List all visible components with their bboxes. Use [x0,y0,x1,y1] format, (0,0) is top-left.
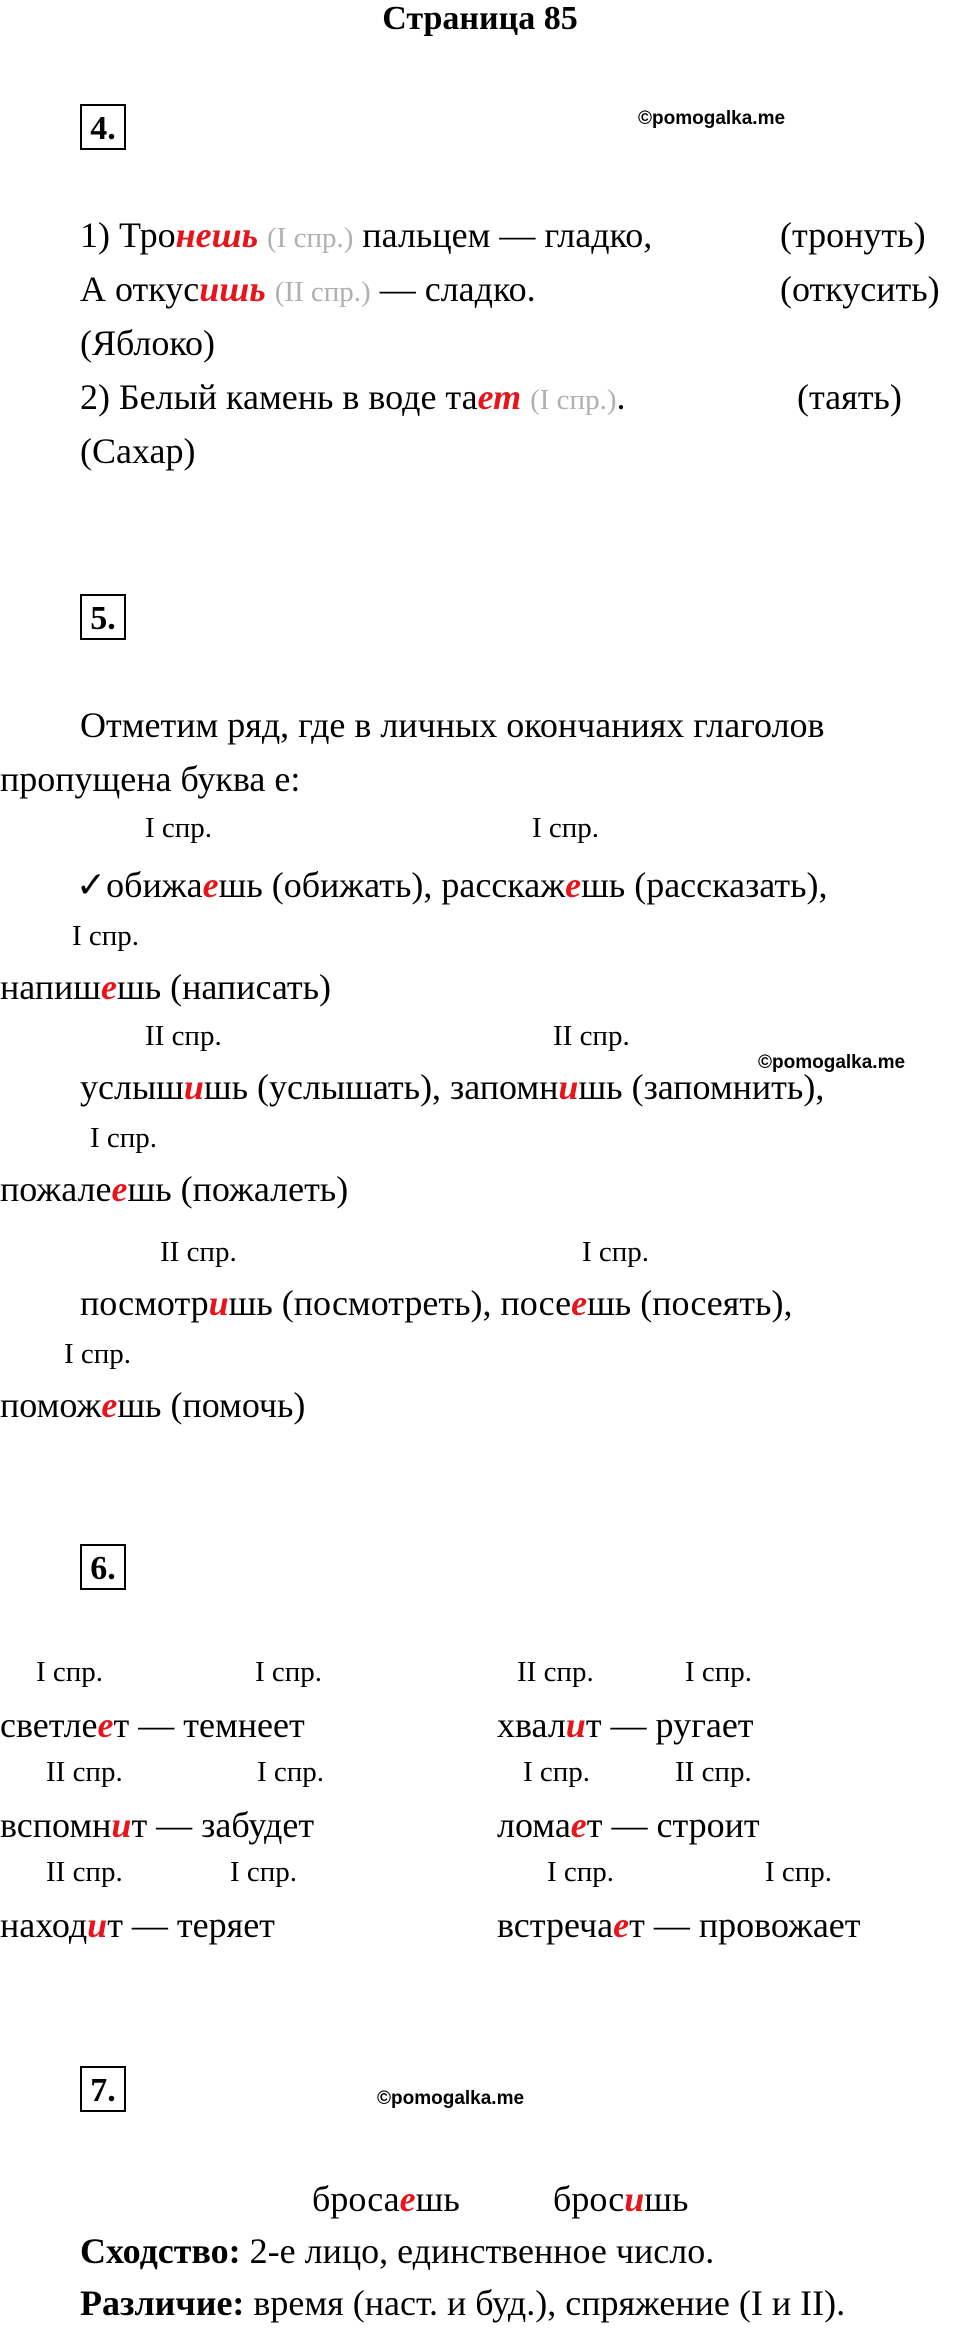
conj-label: I спр. [255,1656,323,1688]
exercise-5-number: 5. [80,594,126,640]
ex5-intro-2: пропущена буква е: [0,759,301,799]
checkmark-icon: ✓ [76,865,107,906]
ex4-line-1: 1) Тронешь (I спр.) пальцем — гладко, [80,215,653,255]
conj-label: I спр. [532,812,600,844]
ex4-answer-1: (Яблоко) [80,323,216,363]
ex6-right-1: хвалит — ругает [497,1705,754,1745]
conj-label: I спр. [64,1338,132,1370]
ex5-row-1: ✓обижаешь (обижать), расскажешь (рассказать), [76,865,828,906]
exercise-4-number: 4. [80,104,126,150]
conj-label: I спр. [523,1756,591,1788]
conj-label: I спр. [90,1122,158,1154]
ex4-answer-2: (Сахар) [80,431,196,471]
ex4-line-3: 2) Белый камень в воде тает (I спр.). [80,377,626,417]
ex4-verb-3: (таять) [797,377,902,417]
ex6-left-2: вспомнит — забудет [0,1805,315,1845]
conj-label: I спр. [257,1756,325,1788]
conj-label: II спр. [145,1020,222,1052]
ex7-word-2: бросишь [553,2179,689,2219]
conj-label: I спр. [765,1856,833,1888]
conj-label: I спр. [582,1236,650,1268]
ex6-right-2: ломает — строит [497,1805,760,1845]
ex4-verb-1: (тронуть) [780,215,926,255]
conj-label: II спр. [553,1020,630,1052]
ex5-row-2: напишешь (написать) [0,967,332,1007]
ex5-row-4: пожалеешь (пожалеть) [0,1169,349,1209]
ex5-row-6: поможешь (помочь) [0,1385,306,1425]
ex4-line-2: А откусишь (II спр.) — сладко. [80,269,536,309]
conj-label: I спр. [685,1656,753,1688]
ex6-left-1: светлеет — темнеет [0,1705,305,1745]
conj-label: II спр. [160,1236,237,1268]
conj-label: II спр. [46,1856,123,1888]
exercise-6-number: 6. [80,1544,126,1590]
ex7-similarity: Сходство: 2-е лицо, единственное число. [80,2231,715,2271]
watermark: ©pomogalka.me [638,108,786,129]
watermark: ©pomogalka.me [377,2088,525,2109]
exercise-7-number: 7. [80,2066,126,2112]
watermark: ©pomogalka.me [758,1052,906,1073]
ex7-difference: Различие: время (наст. и буд.), спряжение (I и II). [80,2283,846,2323]
ex6-left-3: находит — теряет [0,1905,275,1945]
conj-label: I спр. [36,1656,104,1688]
conj-label: I спр. [547,1856,615,1888]
conj-label: I спр. [72,920,140,952]
ex5-row-5: посмотришь (посмотреть), посеешь (посеять), [80,1283,793,1323]
conj-label: II спр. [517,1656,594,1688]
conj-label: II спр. [675,1756,752,1788]
ex5-row-3: услышишь (услышать), запомнишь (запомнить), [80,1067,825,1107]
ex5-intro-1: Отметим ряд, где в личных окончаниях глаголов [80,705,825,745]
ex6-right-3: встречает — провожает [497,1905,861,1945]
conj-label: I спр. [145,812,213,844]
conj-label: II спр. [46,1756,123,1788]
ex4-verb-2: (откусить) [780,269,940,309]
ex7-word-1: бросаешь [312,2179,460,2219]
conj-label: I спр. [230,1856,298,1888]
page-title: Страница 85 [382,0,578,37]
